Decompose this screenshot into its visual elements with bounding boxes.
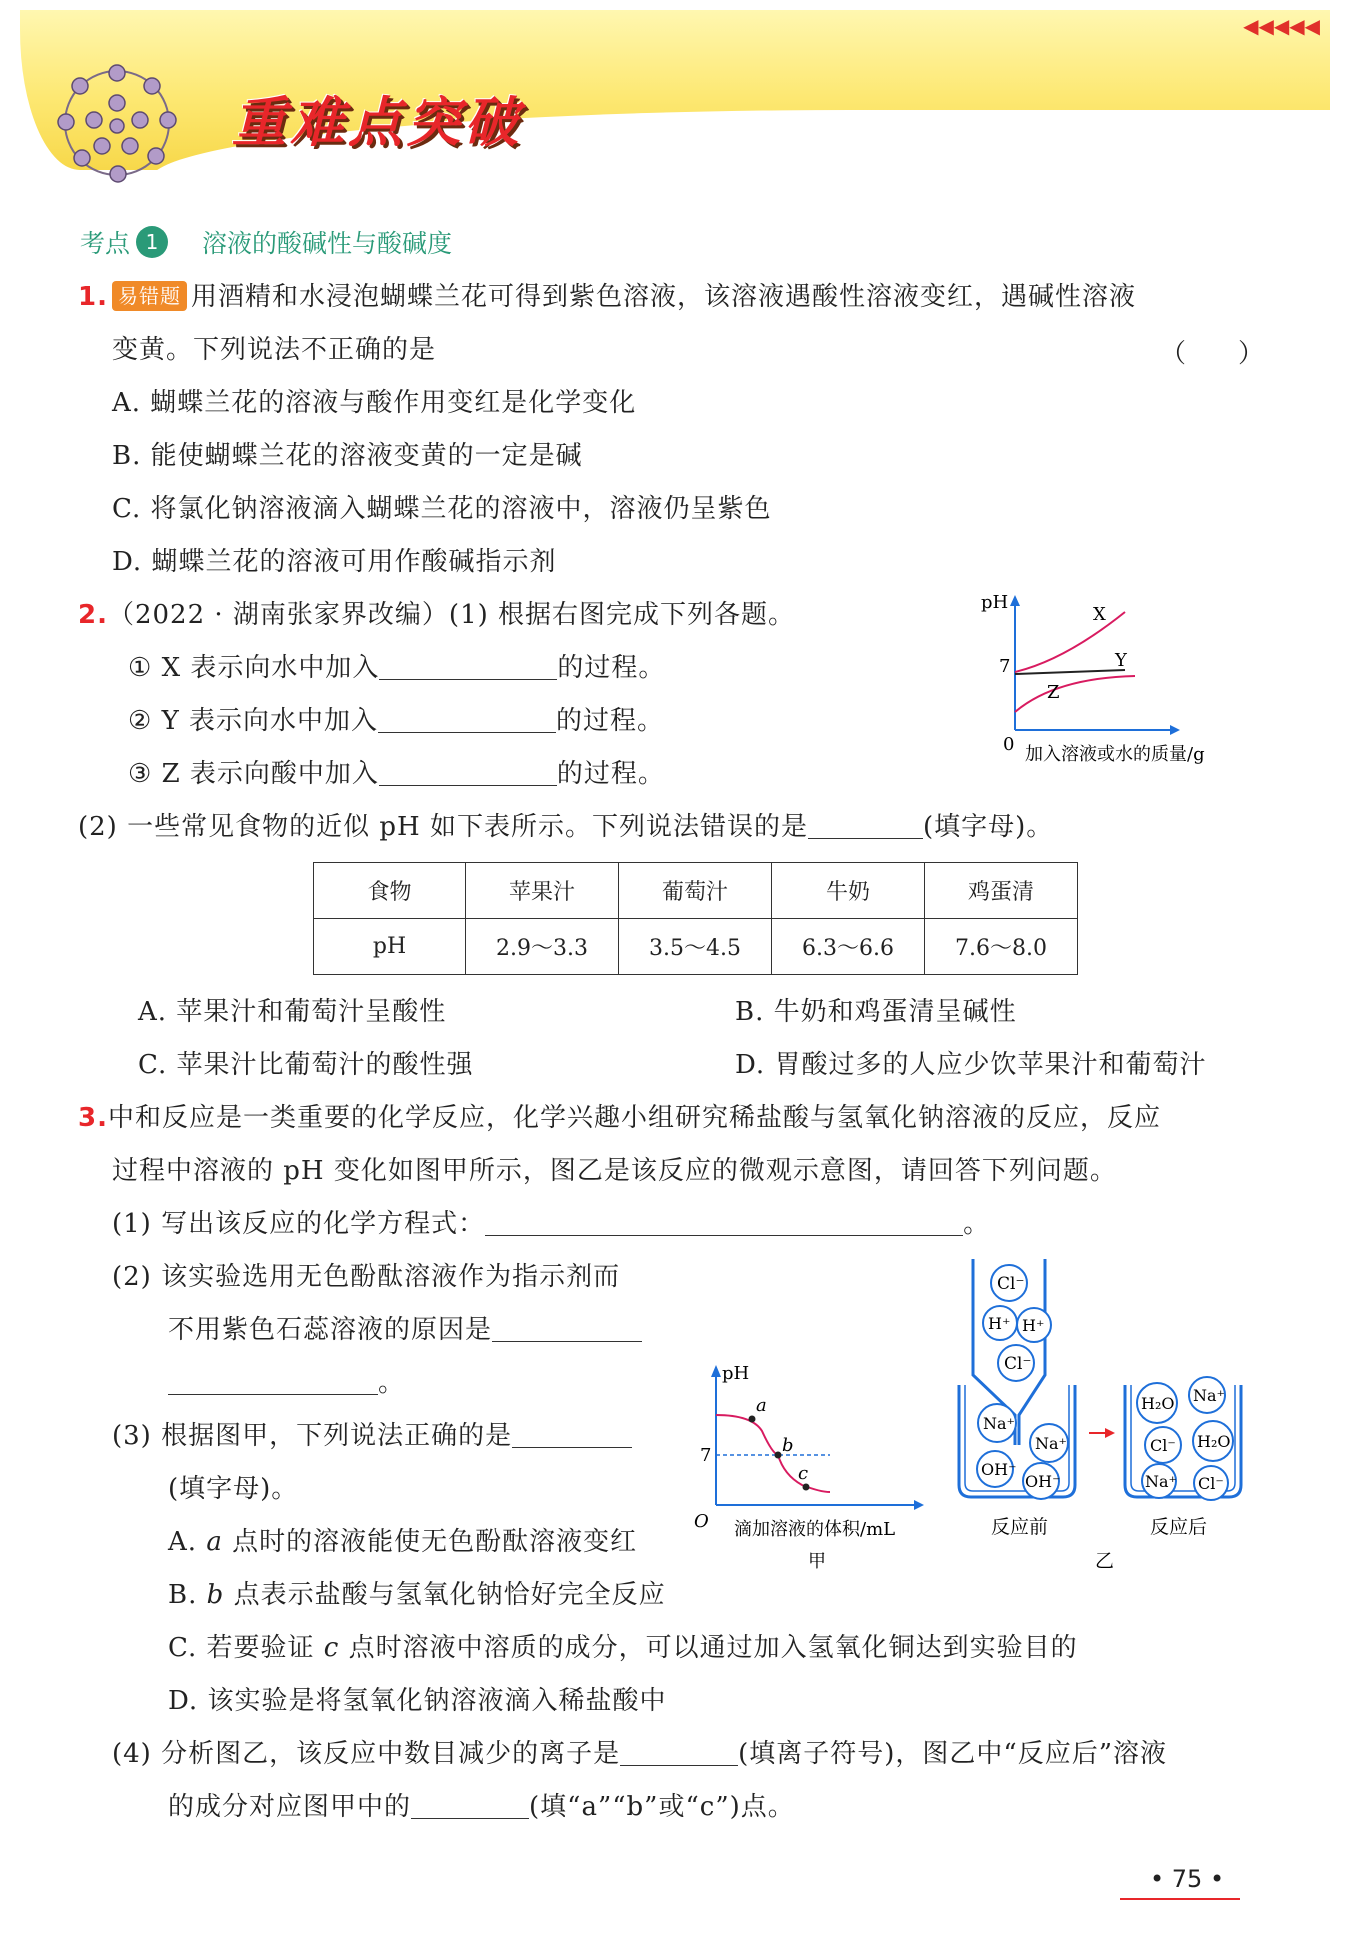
q2-part2 xyxy=(78,810,1053,844)
table-header-row xyxy=(314,863,1078,919)
section-label: 考点 xyxy=(80,229,131,258)
decorative-arrows-icon: ◀◀◀◀◀ xyxy=(1243,14,1320,38)
q3-reason-blank-1[interactable] xyxy=(492,1314,642,1342)
q3-part4-text3: 的成分对应图甲中的 xyxy=(168,1792,412,1822)
table-cell: 牛奶 xyxy=(772,863,925,919)
jia-y7-label: 7 xyxy=(700,1445,712,1466)
q2-sub2-text: ② Y 表示向水中加入 xyxy=(128,706,379,736)
table-cell: 葡萄汁 xyxy=(619,863,772,919)
table-cell: 3.5～4.5 xyxy=(619,919,772,975)
ion-label: Na⁺ xyxy=(1193,1386,1225,1405)
ion-label: Cl⁻ xyxy=(1198,1474,1224,1493)
q3-part3-line1 xyxy=(112,1419,632,1453)
ion-label: Cl⁻ xyxy=(997,1274,1025,1294)
ion-label: H⁺ xyxy=(1022,1316,1045,1335)
q2-sub3-post: 的过程。 xyxy=(556,759,665,789)
jia-y-arrow-icon xyxy=(711,1365,721,1377)
ion-label: Na⁺ xyxy=(983,1414,1015,1433)
jia-label-c: c xyxy=(798,1463,809,1484)
q3-opt-b-var: b xyxy=(206,1580,225,1610)
q2-sub1 xyxy=(128,651,665,685)
q2-sub1-post: 的过程。 xyxy=(557,653,666,683)
q2-option-c: C. 苹果汁比葡萄汁的酸性强 xyxy=(138,1050,474,1080)
q3-part3-line2: (填字母)。 xyxy=(168,1474,299,1504)
q3-part4-text2: (填离子符号)，图乙中“反应后”溶液 xyxy=(738,1739,1167,1769)
q1-option-b: B. 能使蝴蝶兰花的溶液变黄的一定是碱 xyxy=(112,441,583,471)
table-cell: 鸡蛋清 xyxy=(925,863,1078,919)
section-title: 溶液的酸碱性与酸碱度 xyxy=(202,229,453,258)
table-cell: 食物 xyxy=(314,863,466,919)
ion-label: OH⁻ xyxy=(1025,1472,1061,1491)
q3-reason-blank-2[interactable] xyxy=(168,1367,378,1395)
q2-sub1-blank[interactable] xyxy=(379,652,557,680)
q3-part3-blank[interactable] xyxy=(512,1420,632,1448)
q2-xlabel: 加入溶液或水的质量/g xyxy=(1025,744,1205,765)
q3-opt-a-label: A. xyxy=(168,1527,198,1557)
q3-part2-line2 xyxy=(168,1313,642,1347)
q2-origin: 0 xyxy=(1003,734,1015,755)
table-cell: 6.3～6.6 xyxy=(772,919,925,975)
ion-label: H₂O xyxy=(1141,1394,1175,1413)
ion-label: Na⁺ xyxy=(1035,1434,1067,1453)
q3-part3-text: (3) 根据图甲，下列说法正确的是 xyxy=(112,1421,513,1451)
q3-graph-jia xyxy=(690,1355,950,1575)
q2-stem-text: （2022 · 湖南张家界改编）(1) 根据右图完成下列各题。 xyxy=(107,600,796,630)
jia-ph-curve xyxy=(716,1415,830,1492)
ion-label: Cl⁻ xyxy=(1150,1436,1176,1455)
q1-answer-paren: （ ） xyxy=(1160,339,1265,369)
ion-label: H⁺ xyxy=(988,1314,1011,1333)
ion-label: H₂O xyxy=(1197,1432,1231,1451)
q1-stem-line1 xyxy=(78,280,1136,314)
q3-part3-option-a xyxy=(168,1525,637,1559)
q3-part3-option-d: D. 该实验是将氢氧化钠溶液滴入稀盐酸中 xyxy=(168,1686,667,1716)
q2-curve-z xyxy=(1015,676,1135,712)
q3-part4-line2 xyxy=(168,1790,795,1824)
q2-part2-post: (填字母)。 xyxy=(922,812,1054,842)
q2-sub2-blank[interactable] xyxy=(378,705,556,733)
q3-opt-c-label: C. 若要验证 xyxy=(168,1633,315,1663)
q2-y7-label: 7 xyxy=(999,656,1011,677)
q3-part3-option-b xyxy=(168,1578,666,1612)
q3-opt-c-text: 点时溶液中溶质的成分，可以通过加入氢氧化铜达到实验目的 xyxy=(348,1633,1078,1663)
q1-stem-text1: 用酒精和水浸泡蝴蝶兰花可得到紫色溶液，该溶液遇酸性溶液变红，遇碱性溶液 xyxy=(190,282,1136,312)
q1-option-c: C. 将氯化钠溶液滴入蝴蝶兰花的溶液中，溶液仍呈紫色 xyxy=(112,494,772,524)
q2-option-a: A. 苹果汁和葡萄汁呈酸性 xyxy=(138,997,447,1027)
ion-label: Na⁺ xyxy=(1145,1472,1177,1491)
q2-ylabel: pH xyxy=(981,592,1009,613)
q2-part2-blank[interactable] xyxy=(808,811,923,839)
q1-option-d: D. 蝴蝶兰花的溶液可用作酸碱指示剂 xyxy=(112,547,557,577)
q3-part4-text4: (填“a”“b”或“c”)点。 xyxy=(529,1792,795,1822)
q2-label-x: X xyxy=(1093,604,1106,625)
q3-point-blank[interactable] xyxy=(411,1791,529,1819)
table-row xyxy=(314,919,1078,975)
q3-stem-line2: 过程中溶液的 pH 变化如图甲所示，图乙是该反应的微观示意图，请回答下列问题。 xyxy=(112,1156,1117,1186)
q3-opt-b-label: B. xyxy=(168,1580,198,1610)
label-before: 反应前 xyxy=(991,1516,1049,1538)
q2-label-z: Z xyxy=(1047,682,1060,703)
q3-stem-line1 xyxy=(78,1101,1161,1135)
q2-number: 2. xyxy=(78,600,108,630)
q2-curve-y xyxy=(1015,670,1125,674)
q3-opt-b-text: 点表示盐酸与氢氧化钠恰好完全反应 xyxy=(233,1580,666,1610)
q1-error-prone-tag: 易错题 xyxy=(112,281,187,311)
q3-part3-option-c xyxy=(168,1631,1078,1665)
ion-label: OH⁻ xyxy=(981,1460,1017,1479)
q2-sub3-text: ③ Z 表示向酸中加入 xyxy=(128,759,379,789)
jia-point-a xyxy=(749,1416,756,1423)
q2-ph-graph xyxy=(975,590,1275,770)
q3-part1 xyxy=(112,1207,990,1241)
table-cell: 2.9～3.3 xyxy=(466,919,619,975)
page-title: 重难点突破 xyxy=(232,91,522,154)
jia-caption: 甲 xyxy=(808,1551,826,1572)
q2-x-arrow-icon xyxy=(1170,725,1180,735)
q3-opt-a-text: 点时的溶液能使无色酚酞溶液变红 xyxy=(232,1527,638,1557)
q2-sub1-text: ① X 表示向水中加入 xyxy=(128,653,380,683)
jia-label-b: b xyxy=(782,1435,794,1456)
fullerene-molecule-icon xyxy=(52,58,182,188)
q3-part2-end: 。 xyxy=(378,1368,406,1398)
q1-number: 1. xyxy=(78,282,108,312)
jia-origin: O xyxy=(694,1511,709,1532)
jia-point-c xyxy=(803,1484,810,1491)
q3-part2-line3 xyxy=(168,1366,405,1400)
page-number-underline xyxy=(1120,1898,1240,1900)
table-cell: 7.6～8.0 xyxy=(925,919,1078,975)
jia-x-arrow-icon xyxy=(914,1500,924,1510)
q2-sub2-post: 的过程。 xyxy=(556,706,665,736)
q3-number: 3. xyxy=(78,1103,108,1133)
q2-option-d: D. 胃酸过多的人应少饮苹果汁和葡萄汁 xyxy=(735,1050,1207,1080)
q1-option-a: A. 蝴蝶兰花的溶液与酸作用变红是化学变化 xyxy=(112,388,637,418)
q2-curve-x xyxy=(1015,612,1125,672)
q2-y-arrow-icon xyxy=(1010,595,1020,606)
jia-label-a: a xyxy=(756,1395,767,1416)
table-cell: 苹果汁 xyxy=(466,863,619,919)
ion-label: Cl⁻ xyxy=(1004,1354,1032,1374)
q3-part4-text1: (4) 分析图乙，该反应中数目减少的离子是 xyxy=(112,1739,621,1769)
food-ph-table xyxy=(313,862,1078,975)
q3-ion-blank[interactable] xyxy=(620,1738,738,1766)
yi-caption: 乙 xyxy=(1095,1550,1115,1572)
q3-opt-c-var: c xyxy=(323,1633,340,1663)
q3-part1-end: 。 xyxy=(963,1209,991,1239)
q2-option-b: B. 牛奶和鸡蛋清呈碱性 xyxy=(735,997,1017,1027)
jia-xlabel: 滴加溶液的体积/mL xyxy=(734,1519,896,1540)
q3-part1-text: (1) 写出该反应的化学方程式： xyxy=(112,1209,486,1239)
q2-stem xyxy=(78,598,795,632)
section-heading xyxy=(80,224,452,260)
section-number-badge: 1 xyxy=(136,226,168,258)
q3-opt-a-var: a xyxy=(206,1527,223,1557)
q2-sub3 xyxy=(128,757,665,791)
q2-part2-text: (2) 一些常见食物的近似 pH 如下表所示。下列说法错误的是 xyxy=(78,812,808,842)
q2-label-y: Y xyxy=(1115,650,1127,671)
reaction-arrow-icon xyxy=(1105,1428,1115,1438)
q2-sub2 xyxy=(128,704,664,738)
q3-part2-line1: (2) 该实验选用无色酚酞溶液作为指示剂而 xyxy=(112,1262,621,1292)
q3-part4-line1 xyxy=(112,1737,1167,1771)
q3-stem-text1: 中和反应是一类重要的化学反应，化学兴趣小组研究稀盐酸与氢氧化钠溶液的反应，反应 xyxy=(107,1103,1161,1133)
page-number: • 75 • xyxy=(1150,1865,1225,1893)
jia-point-b xyxy=(775,1452,782,1459)
q2-sub3-blank[interactable] xyxy=(379,758,557,786)
q3-diagram-yi xyxy=(955,1255,1285,1585)
q3-part2-text: 不用紫色石蕊溶液的原因是 xyxy=(168,1315,493,1345)
q1-stem-line2: 变黄。下列说法不正确的是 xyxy=(112,335,437,365)
label-after: 反应后 xyxy=(1150,1516,1208,1538)
table-cell: pH xyxy=(314,919,466,975)
jia-ylabel: pH xyxy=(722,1363,750,1384)
q3-equation-blank[interactable] xyxy=(485,1208,963,1236)
